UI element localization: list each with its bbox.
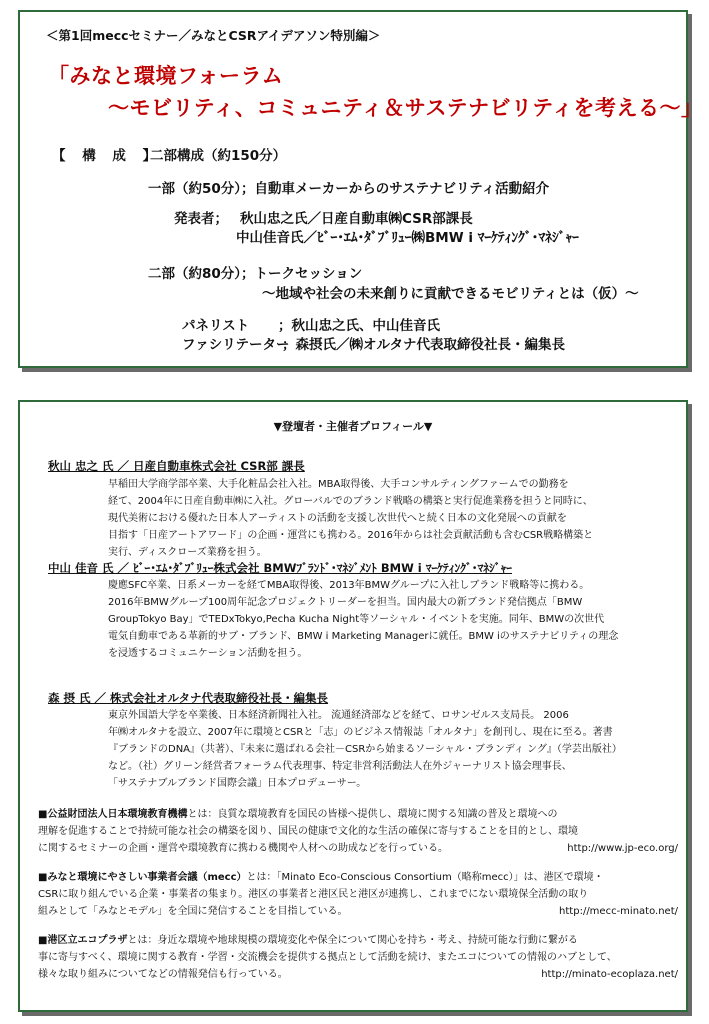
part2-description: 二部（約80分）；トークセッション [148, 266, 363, 282]
profile-body-nakayama [108, 577, 678, 662]
profile-line: 年㈱オルタナを設立、2007年に環境とCSRと「志」のビジネス情報誌「オルタナ」を創刊し、現在に至る。著書 [108, 727, 613, 738]
structure-label: 【 構 成 】 [52, 148, 163, 164]
seminar-series: ＜第1回meccセミナー／みなとCSRアイデアソン特別編＞ [46, 28, 381, 43]
profile-line: 目指す「日産アートアワード」の企画・運営にも携わる。2016年からは社会貢献活動も含むCSR戦略構築と [108, 530, 594, 541]
org-url-jeef[interactable]: http://www.jp-eco.org/ [567, 843, 678, 854]
seminar-title-line2: ～モビリティ、コミュニティ＆サステナビリティを考える～」 [108, 96, 703, 120]
profile-line: 実行、ディスクローズ業務を担う。 [108, 547, 267, 558]
org-jeef [38, 806, 678, 857]
seminar-info-box [18, 10, 703, 368]
org-desc-line: 事に寄与すべく、環境に関する教育・学習・交流機会を提供する拠点として活動を続け、またエコについての情報のハブとして、 [38, 952, 617, 963]
profile-line: など。（社）グリーン経営者フォーラム代表理事、特定非営利活動法人在外ジャーナリスト協会理事長、 [108, 761, 572, 772]
org-desc-line: 組みとして「みなとモデル」を全国に発信することを目指している。 [38, 906, 348, 917]
org-name-mecc: ■みなと環境にやさしい事業者会議（mecc） [38, 872, 247, 883]
profile-heading-mori: 森 摂 氏 ／ 株式会社オルタナ代表取締役社長・編集長 [48, 691, 329, 705]
org-url-mecc[interactable]: http://mecc-minato.net/ [559, 906, 678, 917]
org-desc-line: とは：身近な環境や地球規模の環境変化や保全について関心を持ち・考え、持続可能な行動に繋がる [127, 935, 578, 946]
org-desc-line: 理解を促進することで持続可能な社会の構築を図り、国民の健康で文化的な生活の確保に寄与することを目的とし、環境 [38, 826, 578, 837]
org-name-jeef: ■公益財団法人日本環境教育機構 [38, 809, 188, 820]
facilitator-value: ；森摂氏／㈱オルタナ代表取締役社長・編集長 [282, 337, 565, 353]
org-desc-line: とは：「Minato Eco-Conscious Consortium（略称mecc）」は、港区で環境・ [246, 872, 604, 883]
org-desc-line: とは：良質な環境教育を国民の皆様へ提供し、環境に関する知識の普及と環境への [187, 809, 558, 820]
profile-line: 東京外国語大学を卒業後、日本経済新聞社入社。 流通経済部などを経て、ロサンゼルス支局長。 2006 [108, 710, 569, 721]
profile-heading-nakayama: 中山 佳音 氏 ／ ﾋﾞｰ･ｴﾑ･ﾀﾞﾌﾞﾘｭｰ株式会社 BMWﾌﾞﾗﾝﾄﾞ･ﾏﾈｼﾞﾒﾝﾄ BMW i ﾏｰｹﾃｨﾝｸﾞ･ﾏﾈｼﾞｬｰ [48, 561, 513, 575]
profile-line: GroupTokyo Bay」でTEDxTokyo,Pecha Kucha Night等ソーシャル・イベントを実施。同年、BMWの次世代 [108, 614, 605, 625]
org-desc-line: に関するセミナーの企画・運営や環境教育に携わる機関や人材への助成などを行っている。 [38, 843, 448, 854]
profiles-box [18, 400, 688, 1012]
profile-line: 経て、2004年に日産自動車㈱に入社。グローバルでのブランド戦略の構築と実行促進業務を担うと同時に、 [108, 496, 593, 507]
profile-line: 『ブランドのDNA』（共著）、『未来に選ばれる会社－CSRから始まるソーシャル・ブランディ ング』（学芸出版社） [108, 744, 622, 755]
profile-line: 早稲田大学商学部卒業、大手化粧品会社入社。MBA取得後、大手コンサルティングファームでの勤務を [108, 479, 569, 490]
presenters-label: 発表者； [174, 211, 228, 227]
profile-line: を浸透するコミュニケーション活動を担う。 [108, 648, 308, 659]
profiles-header: ▼登壇者・主催者プロフィール▼ [273, 420, 433, 433]
seminar-title-line1: 「みなと環境フォーラム [48, 64, 284, 88]
org-desc-line: 様々な取り組みについてなどの情報発信も行っている。 [38, 969, 288, 980]
presenter-2: 中山佳音氏／ﾋﾞｰ･ｴﾑ･ﾀﾞﾌﾞﾘｭｰ㈱BMW i ﾏｰｹﾃｨﾝｸﾞ･ﾏﾈｼﾞｬｰ [236, 230, 579, 246]
profile-heading-akiyama: 秋山 忠之 氏 ／ 日産自動車株式会社 CSR部 課長 [48, 459, 305, 473]
profile-body-mori [108, 707, 678, 792]
structure-value: 二部構成（約150分） [150, 148, 287, 164]
presenter-1: 秋山忠之氏／日産自動車㈱CSR部課長 [240, 211, 473, 227]
profile-line: 「サステナブルブランド国際会議」日本プロデューサー。 [108, 778, 367, 789]
org-name-ecoplaza: ■港区立エコプラザ [38, 935, 128, 946]
org-url-ecoplaza[interactable]: http://minato-ecoplaza.net/ [541, 969, 678, 980]
profile-line: 電気自動車である革新的サブ・ブランド、BMW i Marketing Managerに就任。BMW iのサステナビリティの理念 [108, 631, 619, 642]
org-desc-line: CSRに取り組んでいる企業・事業者の集まり。港区の事業者と港区民と港区が連携し、これまでにない環境保全活動の取り [38, 889, 589, 900]
panelist-label: パネリスト [182, 318, 250, 334]
panelist-value: ；秋山忠之氏、中山佳音氏 [278, 318, 440, 334]
profile-line: 2016年BMWグループ100周年記念プロジェクトリーダーを担当。国内最大の新ブランド発信拠点「BMW [108, 597, 583, 608]
facilitator-label: ファシリテーター [182, 337, 290, 353]
part2-subtitle: ～地域や社会の未来創りに貢献できるモビリティとは（仮）～ [262, 286, 639, 302]
profile-line: 現代美術における優れた日本人アーティストの活動を支援し次世代へと続く日本の文化発展への貢献を [108, 513, 567, 524]
org-mecc [38, 869, 678, 920]
profile-line: 慶應SFC卒業、日系メーカーを経てMBA取得後、2013年BMWグループに入社しブランド戦略等に携わる。 [108, 580, 590, 591]
profile-body-akiyama [108, 476, 678, 561]
part1-description: 一部（約50分）；自動車メーカーからのサステナビリティ活動紹介 [148, 181, 550, 197]
org-ecoplaza [38, 932, 678, 983]
